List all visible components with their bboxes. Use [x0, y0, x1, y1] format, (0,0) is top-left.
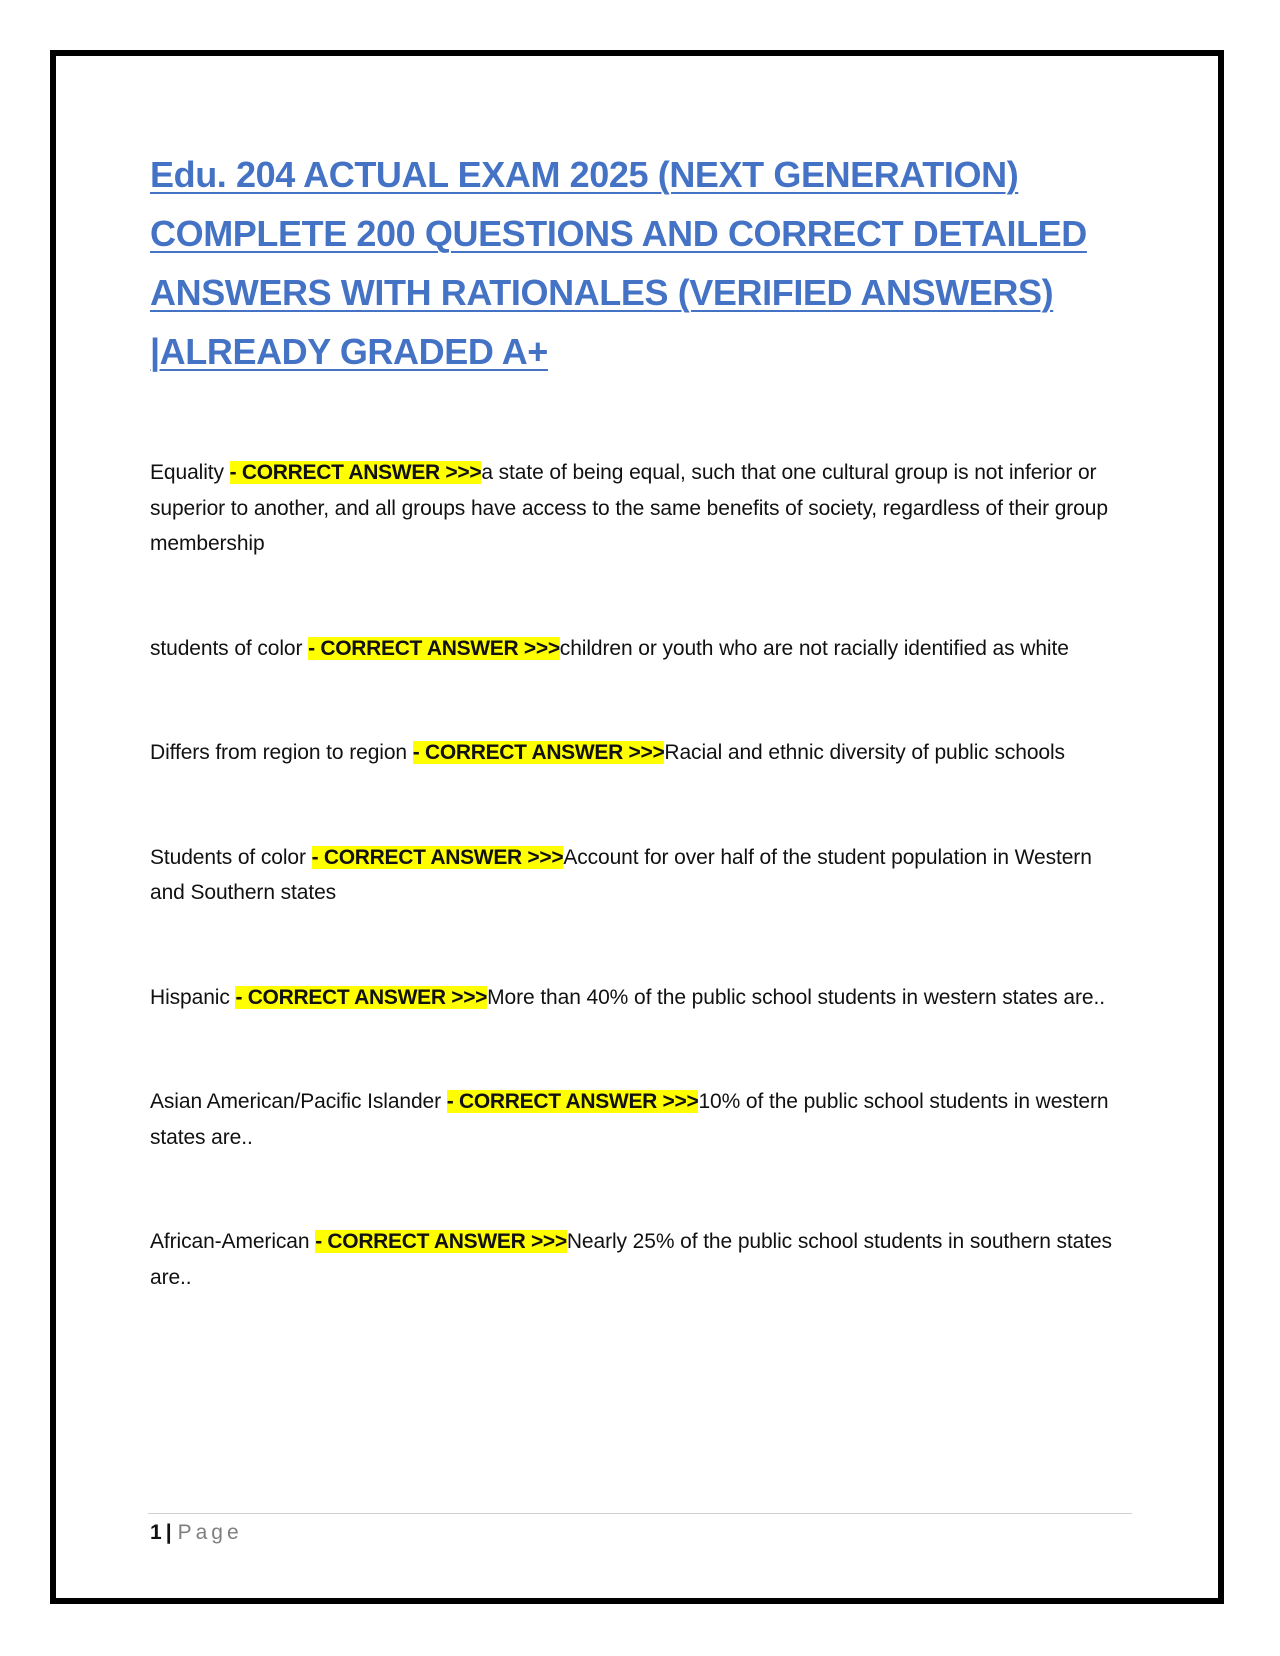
document-title: [150, 145, 1130, 381]
qa-term: Equality: [150, 461, 230, 484]
footer-divider: [148, 1513, 1132, 1514]
page-footer: [150, 1518, 243, 1548]
qa-item: [150, 455, 1130, 562]
footer-separator: |: [165, 1521, 172, 1544]
title-line: ANSWERS WITH RATIONALES (VERIFIED ANSWERS): [150, 272, 1054, 313]
title-line: |ALREADY GRADED A+: [150, 331, 548, 372]
qa-term: students of color: [150, 636, 309, 660]
answer-marker: - CORRECT ANSWER >>>: [412, 741, 665, 764]
qa-answer: Racial and ethnic diversity of public schools: [664, 741, 1065, 764]
qa-term: African-American: [150, 1230, 316, 1253]
qa-answer: a state of being equal, such that one cultural group is not inferior or superior to another, and all groups have access to the same benefits of society, regardless of their group membership: [150, 461, 1108, 555]
qa-answer: More than 40% of the public school students in western states are..: [487, 985, 1105, 1009]
qa-term: Hispanic: [150, 985, 236, 1009]
qa-answer: Nearly 25% of the public school students in southern states are..: [150, 1230, 1112, 1289]
qa-item: [150, 980, 1130, 1016]
qa-item: [150, 1224, 1130, 1295]
title-line: Edu. 204 ACTUAL EXAM 2025 (NEXT GENERATION): [150, 154, 1019, 195]
document-body: [150, 145, 1130, 1295]
answer-marker: - CORRECT ANSWER >>>: [315, 1230, 567, 1253]
answer-marker: - CORRECT ANSWER >>>: [229, 461, 482, 484]
qa-term: Asian American/Pacific Islander: [150, 1090, 447, 1113]
qa-answer: children or youth who are not racially identified as white: [559, 636, 1069, 660]
answer-marker: - CORRECT ANSWER >>>: [311, 845, 564, 869]
page-number: 1: [150, 1521, 162, 1544]
qa-item: [150, 631, 1130, 667]
answer-marker: - CORRECT ANSWER >>>: [308, 636, 560, 660]
qa-item: [150, 1084, 1130, 1155]
answer-marker: - CORRECT ANSWER >>>: [235, 985, 488, 1009]
qa-answer: Account for over half of the student population in Western and Southern states: [150, 845, 1092, 904]
title-line: COMPLETE 200 QUESTIONS AND CORRECT DETAILED: [150, 213, 1087, 254]
qa-item: [150, 840, 1130, 911]
page-label: Page: [177, 1521, 243, 1544]
answer-marker: - CORRECT ANSWER >>>: [446, 1090, 699, 1113]
qa-term: Differs from region to region: [150, 741, 413, 764]
qa-answer: 10% of the public school students in western states are..: [150, 1090, 1109, 1149]
qa-term: Students of color: [150, 845, 312, 869]
qa-item: [150, 735, 1130, 771]
